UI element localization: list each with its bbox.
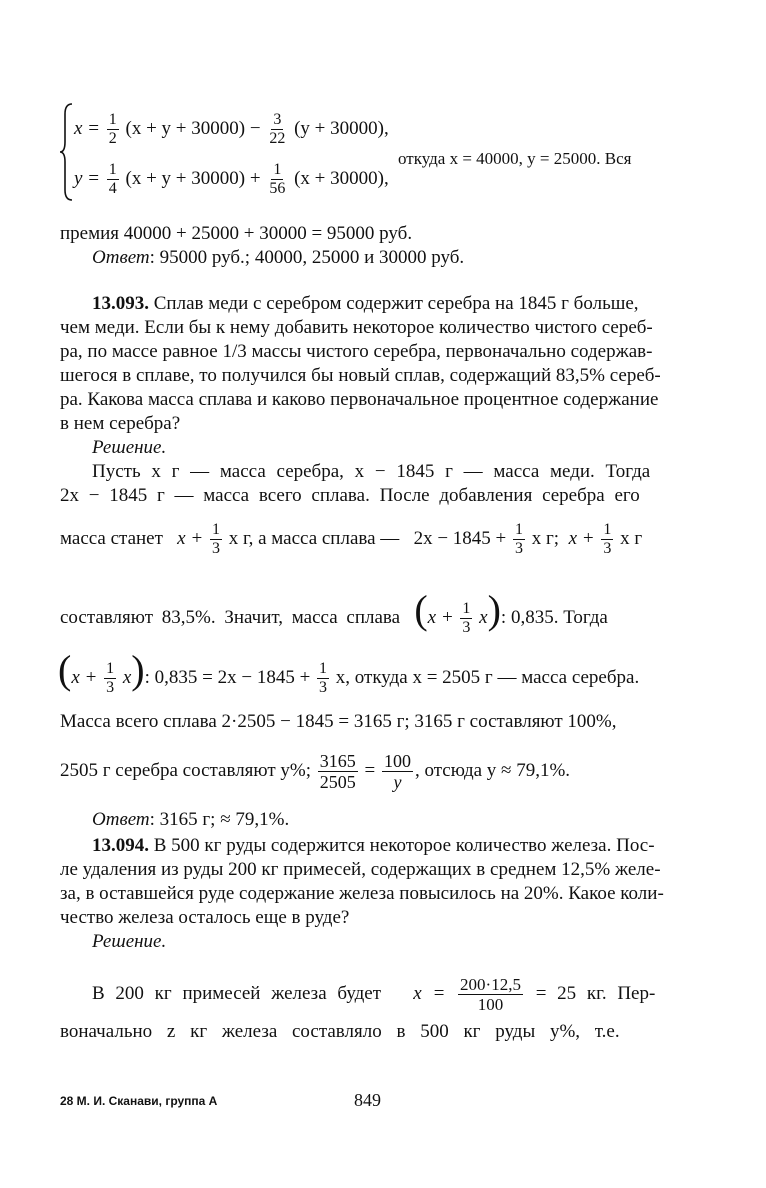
system-result: откуда x = 40000, y = 25000. Вся (398, 149, 632, 168)
solution-13-094-line-2: воначально z кг железа составляло в 500 кг руды y%, т.е. (60, 1021, 620, 1042)
brace-icon (60, 102, 74, 202)
solution-line-4: составляют 83,5%. Значит, масса сплава (x + $\frac{1}{3}$ x): 0,835. Тогда (60, 587, 608, 637)
page-number: 849 (354, 1090, 381, 1110)
equation-1: x = $\frac{1}{2}$ (x + y + 30000) − $\frac{3}{22}$ (y + 30000), (74, 111, 389, 147)
solution-label: Решение. (92, 437, 167, 458)
problem-line: чество железа осталось еще в руде? (60, 907, 350, 928)
problem-line: ра, по массе равное 1/3 массы чистого серебра, первоначально содержав- (60, 341, 653, 362)
solution-13-094-line-1: В 200 кг примесей железа будет x = $\frac{200\cdot 12,5}{100}$ = 25 кг. Пер- (92, 975, 656, 1014)
problem-line: ра. Какова масса сплава и каково первоначальное процентное содержание (60, 389, 659, 410)
solution-line-7: 2505 г серебра составляют y%; $\frac{3165}{2505}$ = $\frac{100}{y}$ , отсюда y ≈ 79,1%. (60, 751, 571, 792)
problem-line: шегося в сплаве, то получился бы новый сплав, содержащий 83,5% сереб- (60, 365, 661, 386)
prize-line: премия 40000 + 25000 + 30000 = 95000 руб. (60, 223, 413, 244)
equation-system (60, 98, 700, 208)
problem-line: ле удаления из руды 200 кг примесей, содержащих в среднем 12,5% желе- (60, 859, 661, 880)
problem-line: за, в оставшейся руде содержание железа повысилось на 20%. Какое коли- (60, 883, 664, 904)
problem-first-line: 13.093. Сплав меди с серебром содержит серебра на 1845 г больше, (92, 293, 639, 314)
solution-line-2: 2x − 1845 г — масса всего сплава. После добавления серебра его (60, 485, 640, 506)
answer-2: Ответ: 3165 г; ≈ 79,1%. (92, 809, 290, 830)
solution-line-5: (x + $\frac{1}{3}$ x): 0,835 = 2x − 1845 + $\frac{1}{3}$ x, откуда x = 2505 г — масса серебра. (58, 647, 640, 697)
solution-label: Решение. (92, 931, 167, 952)
solution-line-6: Масса всего сплава 2·2505 − 1845 = 3165 г; 3165 г составляют 100%, (60, 711, 617, 732)
equation-2: y = $\frac{1}{4}$ (x + y + 30000) + $\frac{1}{56}$ (x + 30000), (74, 161, 389, 197)
answer-1: Ответ: 95000 руб.; 40000, 25000 и 30000 руб. (92, 247, 465, 268)
problem-first-line: 13.094. В 500 кг руды содержится некоторое количество железа. Пос- (92, 835, 655, 856)
problem-line: в нем серебра? (60, 413, 181, 434)
problem-line: чем меди. Если бы к нему добавить некоторое количество чистого сереб- (60, 317, 653, 338)
footer-signature: 28 М. И. Сканави, группа А (60, 1094, 218, 1108)
solution-line-1: Пусть x г — масса серебра, x − 1845 г — масса меди. Тогда (92, 461, 651, 482)
solution-line-3: масса станет x + $\frac{1}{3}$ x г, а масса сплава — 2x − 1845 + $\frac{1}{3}$ x г; x + $\frac{1}{3}$ x г (60, 521, 643, 557)
